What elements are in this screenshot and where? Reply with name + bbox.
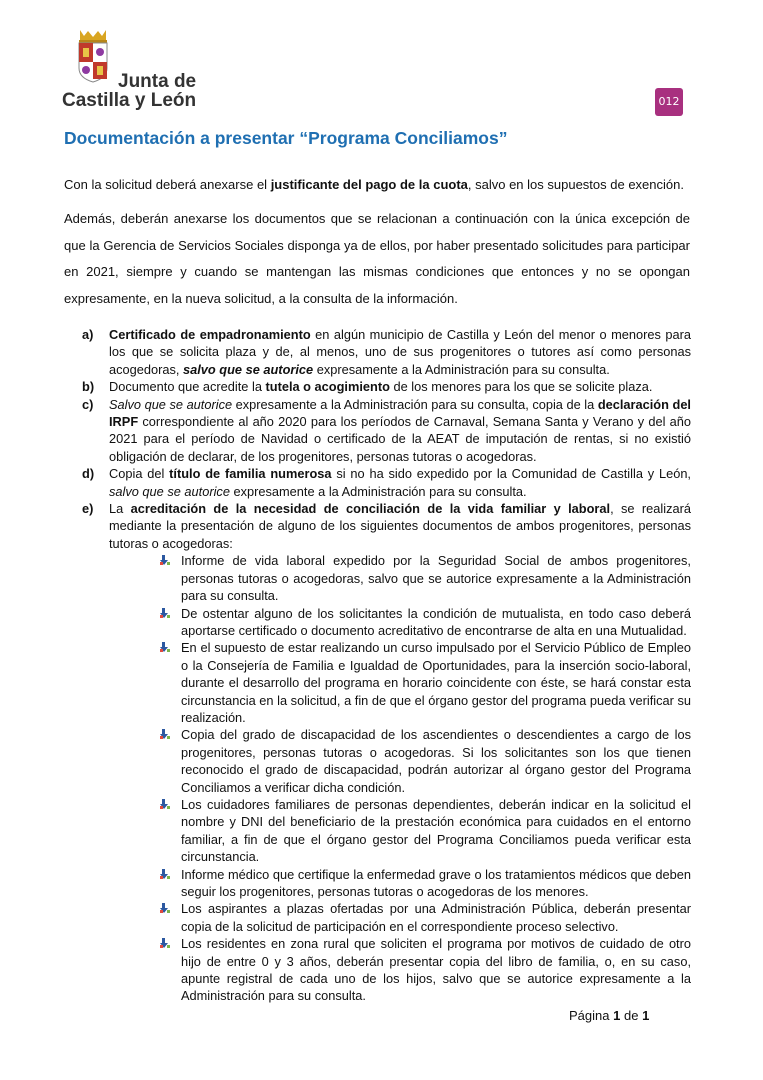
intro-paragraph-2: Además, deberán anexarse los documentos que se relacionan a continuación con la única excepción de que la Gerencia de Servicios Sociales disponga ya de ellos, por haber presentado solicitudes para participar en 2021, siempre y cuando se mantengan las mismas condiciones que entonces y no se opongan expresamente, en la nueva solicitud, a la consulta de la información. [64, 211, 690, 306]
sub-list-item: Los aspirantes a plazas ofertadas por una Administración Pública, deberán presentar copia de la solicitud de participación en el correspondiente proceso selectivo. [155, 900, 691, 935]
page-number: Página 1 de 1 [569, 1008, 650, 1023]
service-012-badge: 012 [655, 88, 683, 116]
document-title: Documentación a presentar “Programa Conciliamos” [64, 128, 508, 148]
list-item-e: e) La acreditación de la necesidad de conciliación de la vida familiar y laboral, se realizará mediante la presentación de alguno de los siguientes documentos de ambos progenitores, personas tutoras o acogedoras: Informe de vida laboral expedido por la Seguridad Social de ambos progenitores, personas tutoras o acogedoras, salvo que se autorice expresamente a la Administración para su consulta. De ostentar alguno de los solicitantes la condición de mutualista, en todo caso deberá aportarse certificado o documento acreditativo de encontrarse de alta en una Mutualidad. En el supuesto de estar realizando un curso impulsado por el Servicio Público de Empleo o la Consejería de Familia e Igualdad de Oportunidades, para la inserción socio-laboral, durante el desarrollo del programa en horario coincidente con éste, se hará constar esta circunstancia en la solicitud, a fin de que el órgano gestor del programa pueda verificar su realización. Copia del grado de discapacidad de los ascendientes o descendientes a cargo de los progenitores, personas tutoras o acogedoras. Si los solicitantes son los que tienen reconocido el grado de discapacidad, podrán autorizar al órgano gestor del Programa Conciliamos a verificar dicha condición. Los cuidadores familiares de personas dependientes, deberán indicar en la solicitud el nombre y DNI del beneficiario de la prestación económica para cuidados en el entorno familiar, a fin de que el órgano gestor del Programa Conciliamos pueda verificar esta circunstancia. Informe médico que certifique la enfermedad grave o los tratamientos médicos que deben seguir los progenitores, personas tutoras o acogedoras de los menores. Los aspirantes a plazas ofertadas por una Administración Pública, deberán presentar copia de la solicitud de participación en el correspondiente proceso selectivo. Los residentes en zona rural que soliciten el programa por motivos de cuidado de otro hijo de entre 0 y 3 años, deberán presentar copia del libro de familia, o, en su caso, apunte registral de cada uno de los hijos, salvo que se autorice expresamente a la Administración para su consulta. [82, 501, 691, 1004]
sub-list-item: Informe médico que certifique la enfermedad grave o los tratamientos médicos que deben seguir los progenitores, personas tutoras o acogedoras de los menores. [155, 866, 691, 901]
sub-list-item: Informe de vida laboral expedido por la Seguridad Social de ambos progenitores, personas tutoras o acogedoras, salvo que se autorice expresamente a la Administración para su consulta. [155, 552, 691, 604]
item-letter: d) [82, 466, 95, 482]
sub-list-item: Copia del grado de discapacidad de los ascendientes o descendientes a cargo de los progenitores, personas tutoras o acogedoras. Si los solicitantes son los que tienen reconocido el grado de discapacidad, podrán autorizar al órgano gestor del Programa Conciliamos a verificar dicha condición. [155, 726, 691, 796]
item-letter: e) [82, 501, 94, 517]
sub-list-item: De ostentar alguno de los solicitantes la condición de mutualista, en todo caso deberá aportarse certificado o documento acreditativo de encontrarse de alta en una Mutualidad. [155, 605, 691, 640]
requirements-list [82, 326, 691, 1005]
junta-logo [62, 28, 202, 112]
list-item-b: b) Documento que acredite la tutela o acogimiento de los menores para los que se solicite plaza. [82, 379, 653, 395]
arrow-bullet-icon [160, 555, 170, 566]
item-letter: b) [82, 379, 95, 395]
arrow-bullet-icon [160, 608, 170, 619]
item-letter: a) [82, 327, 94, 342]
arrow-bullet-icon [160, 869, 170, 880]
arrow-bullet-icon [160, 938, 170, 949]
arrow-bullet-icon [160, 642, 170, 653]
conciliation-documents-list [109, 552, 691, 1005]
logo-text-line2: Castilla y León [62, 90, 197, 111]
list-item-d: d) Copia del título de familia numerosa si no ha sido expedido por la Comunidad de Castilla y León, salvo que se autorice expresamente a la Administración para su consulta. [82, 466, 691, 499]
arrow-bullet-icon [160, 903, 170, 914]
item-letter: c) [82, 396, 94, 412]
sub-list-item: En el supuesto de estar realizando un curso impulsado por el Servicio Público de Empleo o la Consejería de Familia e Igualdad de Oportunidades, para la inserción socio-laboral, durante el desarrollo del programa en horario coincidente con éste, se hará constar esta circunstancia en la solicitud, a fin de que el órgano gestor del programa pueda verificar su realización. [155, 639, 691, 726]
list-item-a: a) Certificado de empadronamiento en algún municipio de Castilla y León del menor o menores para los que se solicita plaza y de, al menos, uno de sus progenitores o tutores así como personas acogedoras, salvo que se autorice expresamente a la Administración para su consulta. [82, 327, 691, 377]
arrow-bullet-icon [160, 729, 170, 740]
list-item-c: c) Salvo que se autorice expresamente a la Administración para su consulta, copia de la declaración del IRPF correspondiente al año 2020 para los períodos de Carnaval, Semana Santa y Verano y del año 2021 para el período de Navidad o certificado de la AEAT de imputación de rentas, si no existió obligación de declarar, de los progenitores, personas tutoras o acogedoras. [82, 396, 691, 464]
sub-list-item: Los residentes en zona rural que soliciten el programa por motivos de cuidado de otro hijo de entre 0 y 3 años, deberán presentar copia del libro de familia, o, en su caso, apunte registral de cada uno de los hijos, salvo que se autorice expresamente a la Administración para su consulta. [155, 935, 691, 1005]
logo-text-line1: Junta de [118, 71, 197, 92]
arrow-bullet-icon [160, 799, 170, 810]
intro-paragraph-1: Con la solicitud deberá anexarse el justificante del pago de la cuota, salvo en los supuestos de exención. [64, 177, 684, 192]
sub-list-item: Los cuidadores familiares de personas dependientes, deberán indicar en la solicitud el nombre y DNI del beneficiario de la prestación económica para cuidados en el entorno familiar, a fin de que el órgano gestor del Programa Conciliamos pueda verificar esta circunstancia. [155, 796, 691, 866]
